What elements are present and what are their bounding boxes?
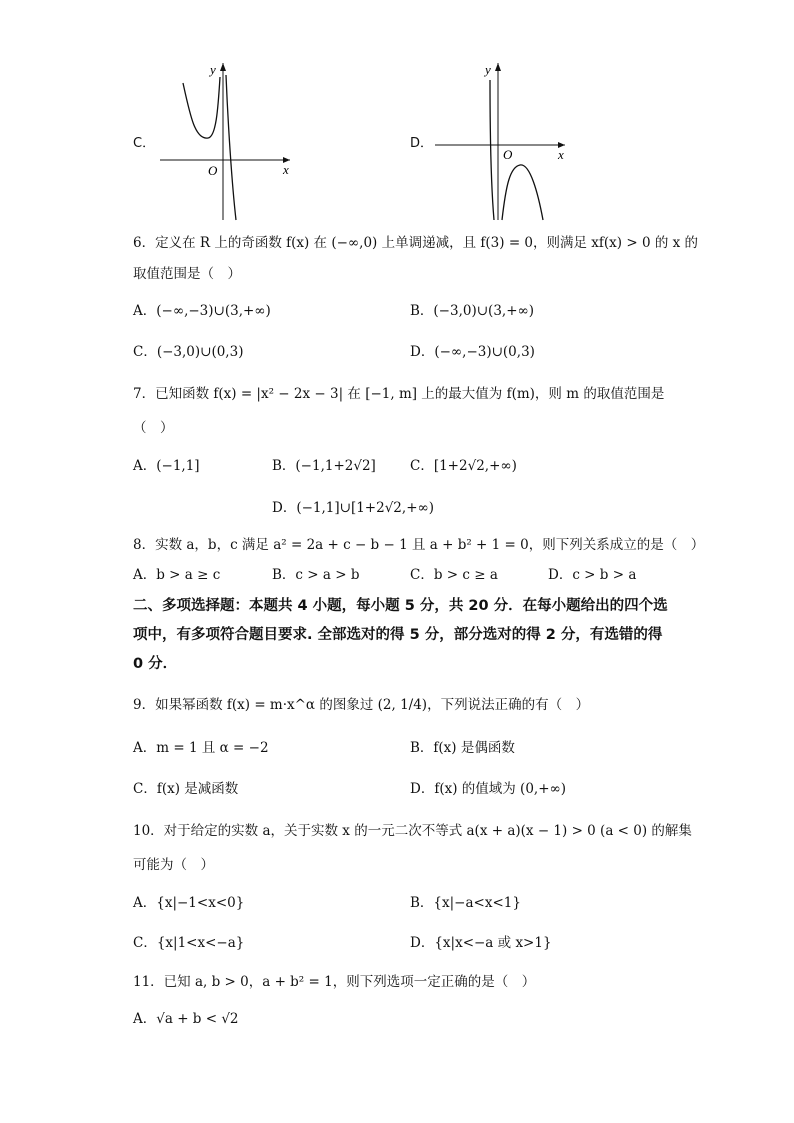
q10-option-b: B．{x|−a<x<1} (410, 895, 521, 911)
q7-option-d: D．(−1,1]∪[1+2√2,+∞) (272, 500, 435, 516)
graph-c-y-label: y (210, 62, 216, 77)
q11-stem: 11．已知 a, b > 0，a + b² = 1，则下列选项一定正确的是（ ） (133, 974, 536, 990)
graph-d-right-curve (502, 165, 543, 220)
graph-d-y-arrow-icon (495, 63, 501, 71)
graph-c-x-label: x (283, 162, 289, 177)
q9-option-b: B．f(x) 是偶函数 (410, 740, 515, 756)
q9-option-a: A．m = 1 且 α = −2 (133, 740, 269, 756)
q8-stem: 8．实数 a，b，c 满足 a² = 2a + c − b − 1 且 a + b² + 1 = 0，则下列关系成立的是（ ） (133, 537, 705, 553)
q6-stem-line2: 取值范围是（ ） (133, 266, 241, 282)
q6-stem-line1: 6．定义在 R 上的奇函数 f(x) 在 (−∞,0) 上单调递减，且 f(3) = 0，则满足 xf(x) > 0 的 x 的 (133, 235, 699, 251)
q7-option-c: C．[1+2√2,+∞) (410, 458, 517, 474)
option-d-label: D． (410, 136, 434, 151)
graph-c-right-curve (226, 75, 236, 220)
graph-d-x-label: x (558, 147, 564, 162)
graph-d-y-label: y (485, 62, 491, 77)
q10-option-c: C．{x|1<x<−a} (133, 935, 245, 951)
q6-option-d: D．(−∞,−3)∪(0,3) (410, 344, 535, 360)
q11-option-a: A．√a + b < √2 (133, 1011, 239, 1027)
q8-option-a: A．b > a ≥ c (133, 567, 221, 583)
graph-c-y-arrow-icon (220, 63, 226, 71)
q9-stem: 9．如果幂函数 f(x) = m·x^α 的图象过 (2, 1/4)，下列说法正确的有（ ） (133, 697, 590, 713)
q7-stem-line2: （ ） (133, 420, 174, 436)
q8-option-d: D．c > b > a (548, 567, 637, 583)
q6-option-a: A．(−∞,−3)∪(3,+∞) (133, 303, 271, 319)
q9-option-c: C．f(x) 是减函数 (133, 781, 239, 797)
q9-option-d: D．f(x) 的值域为 (0,+∞) (410, 781, 567, 797)
graph-c (150, 55, 300, 225)
q10-stem-line2: 可能为（ ） (133, 857, 214, 873)
q7-option-a: A．(−1,1] (133, 458, 200, 474)
graph-c-origin-label: O (208, 163, 218, 178)
q8-option-b: B．c > a > b (272, 567, 360, 583)
q7-option-b: B．(−1,1+2√2] (272, 458, 376, 474)
q7-stem-line1: 7．已知函数 f(x) = |x² − 2x − 3| 在 [−1, m] 上的最大值为 f(m)，则 m 的取值范围是 (133, 386, 665, 402)
option-c-label: C． (133, 136, 156, 151)
q6-option-b: B．(−3,0)∪(3,+∞) (410, 303, 535, 319)
q10-stem-line1: 10．对于给定的实数 a，关于实数 x 的一元二次不等式 a(x + a)(x − 1) > 0 (a < 0) 的解集 (133, 823, 692, 839)
q10-option-a: A．{x|−1<x<0} (133, 895, 245, 911)
graph-d-left-curve (490, 80, 494, 220)
q6-option-c: C．(−3,0)∪(0,3) (133, 344, 244, 360)
q8-option-c: C．b > c ≥ a (410, 567, 498, 583)
graph-d-origin-label: O (503, 147, 513, 162)
section2-heading: 二、多项选择题：本题共 4 小题，每小题 5 分，共 20 分．在每小题给出的四个选项中，有多项符合题目要求. 全部选对的得 5 分，部分选对的得 2 分，有选错的得 0 分． (133, 598, 668, 672)
q10-option-d: D．{x|x<−a 或 x>1} (410, 935, 552, 951)
graph-d (430, 55, 575, 225)
graph-c-left-curve (183, 77, 220, 138)
